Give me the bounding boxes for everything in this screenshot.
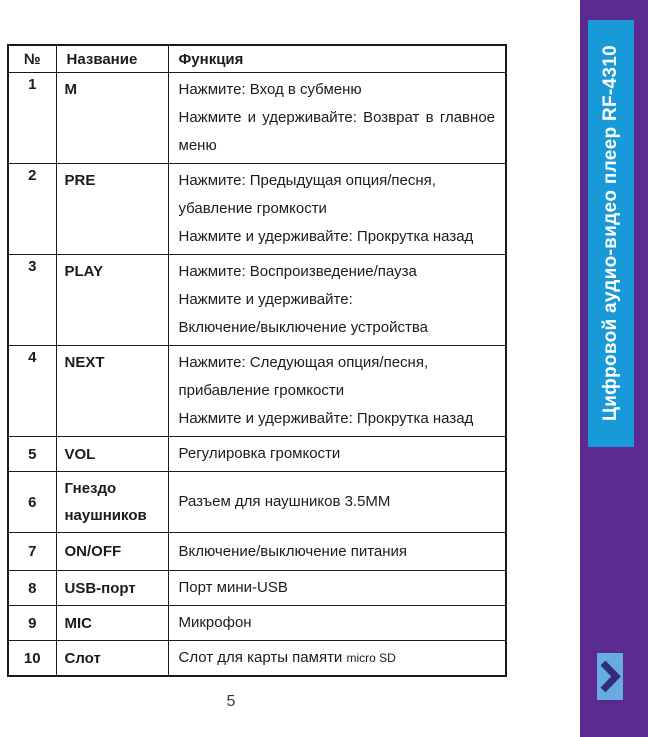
table-row — [8, 346, 506, 437]
cell-number: 10 — [8, 641, 56, 677]
cell-function: Включение/выключение питания — [168, 533, 506, 571]
spec-table — [7, 44, 507, 677]
cell-function: Нажмите: Воспроизведение/пауза Нажмите и удерживайте: Включение/выключение устройства — [168, 255, 506, 346]
page-number: 5 — [226, 693, 236, 710]
table-row — [8, 73, 506, 164]
cell-name: Слот — [56, 641, 168, 677]
cell-number: 4 — [8, 346, 56, 437]
cell-name: NEXT — [56, 346, 168, 437]
sidebar-strip — [580, 0, 648, 737]
cell-function: Нажмите: Предыдущая опция/песня, убавление громкости Нажмите и удерживайте: Прокрутка назад — [168, 164, 506, 255]
cell-function: Нажмите: Вход в субменю Нажмите и удерживайте: Возврат в главное меню — [168, 73, 506, 164]
cell-number: 6 — [8, 472, 56, 533]
table-row — [8, 571, 506, 606]
table-row — [8, 533, 506, 571]
cell-function: Слот для карты памяти micro SD — [168, 641, 506, 677]
table-header-row — [8, 45, 506, 73]
cell-name: PLAY — [56, 255, 168, 346]
cell-number: 9 — [8, 606, 56, 641]
cell-number: 5 — [8, 437, 56, 472]
spec-table-body — [8, 73, 506, 677]
cell-number: 7 — [8, 533, 56, 571]
cell-number: 1 — [8, 73, 56, 164]
column-header-number: № — [8, 45, 56, 73]
banner-title: Цифровой аудио-видео плеер RF-4310 — [600, 45, 621, 422]
cell-name: M — [56, 73, 168, 164]
cell-number: 3 — [8, 255, 56, 346]
cell-name: USB-порт — [56, 571, 168, 606]
cell-name: PRE — [56, 164, 168, 255]
cell-name: ON/OFF — [56, 533, 168, 571]
column-header-name: Название — [56, 45, 168, 73]
cell-function: Регулировка громкости — [168, 437, 506, 472]
cell-function: Порт мини-USB — [168, 571, 506, 606]
cell-number: 8 — [8, 571, 56, 606]
table-row — [8, 255, 506, 346]
column-header-function: Функция — [168, 45, 506, 73]
cell-name: Гнездо наушников — [56, 472, 168, 533]
cell-name: MIC — [56, 606, 168, 641]
cell-function: Микрофон — [168, 606, 506, 641]
chevron-right-icon — [597, 653, 623, 700]
cell-function: Разъем для наушников 3.5ММ — [168, 472, 506, 533]
cell-name: VOL — [56, 437, 168, 472]
table-row — [8, 472, 506, 533]
table-row — [8, 641, 506, 677]
banner — [588, 20, 634, 447]
cell-number: 2 — [8, 164, 56, 255]
table-row — [8, 606, 506, 641]
next-page-button[interactable] — [597, 653, 623, 700]
cell-function: Нажмите: Следующая опция/песня, прибавление громкости Нажмите и удерживайте: Прокрутка назад — [168, 346, 506, 437]
table-row — [8, 164, 506, 255]
table-row — [8, 437, 506, 472]
